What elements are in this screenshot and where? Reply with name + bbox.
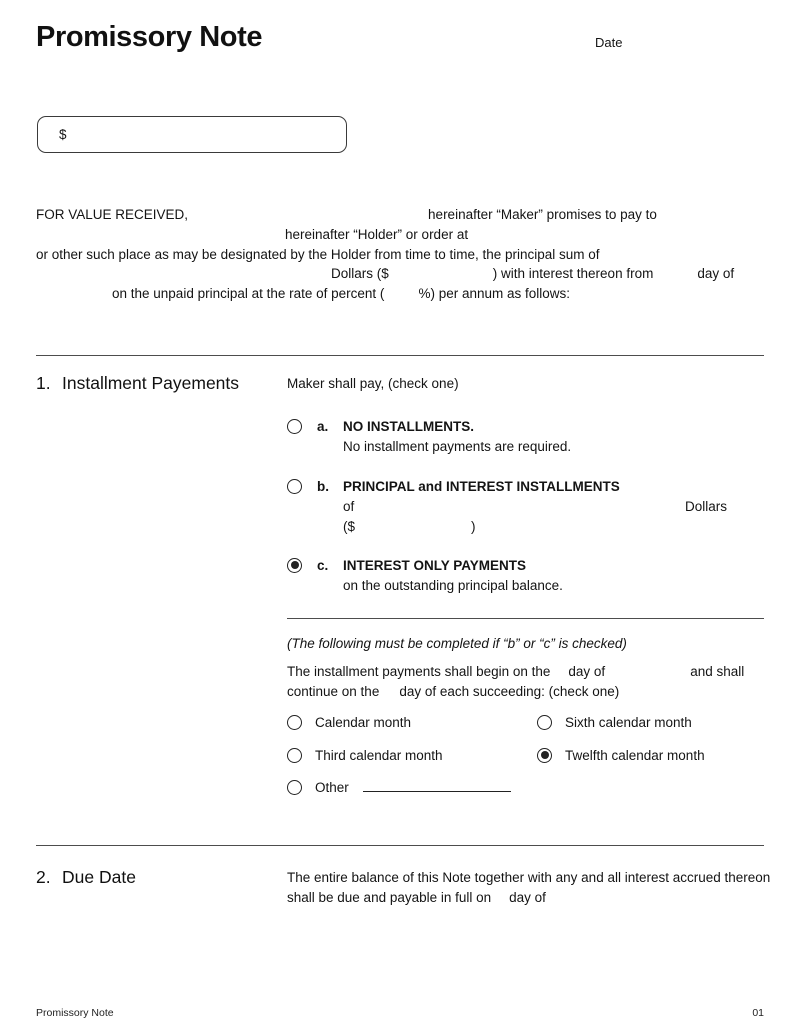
option-a-row — [287, 417, 764, 457]
option-b-letter: b. — [317, 479, 329, 495]
amount-input-box[interactable] — [37, 116, 347, 153]
option-b-of-line — [343, 497, 727, 517]
page-title: Promissory Note — [36, 21, 263, 53]
option-b-title: PRINCIPAL and INTEREST INSTALLMENTS — [343, 479, 620, 495]
blank-month-year — [36, 297, 112, 298]
intro-line-2-text: hereinafter “Holder” or order at — [285, 226, 469, 242]
freq-calendar-month — [287, 713, 537, 733]
begin-line-1 — [287, 662, 764, 682]
option-c-desc: on the outstanding principal balance. — [343, 577, 563, 593]
option-c-row — [287, 556, 764, 596]
blank-installment-amount — [355, 530, 471, 531]
blank-sum-numeric — [389, 277, 493, 278]
option-b-radio[interactable] — [287, 479, 302, 494]
intro-line-5-rate: on the unpaid principal at the rate of percent ( — [112, 286, 385, 302]
blank-day — [653, 277, 697, 278]
freq-sixth-calendar-month — [537, 713, 764, 733]
freq-sixth-calendar-month-radio[interactable] — [537, 715, 552, 730]
option-b-row — [287, 477, 764, 536]
blank-due-day — [491, 901, 509, 902]
intro-line-1 — [36, 205, 764, 225]
begin-line-2 — [287, 682, 764, 702]
begin-line-2a: continue on the — [287, 683, 380, 699]
option-b-body — [343, 477, 764, 536]
freq-third-calendar-month — [287, 746, 537, 766]
footer-document-name: Promissory Note — [36, 1007, 114, 1019]
option-a-title: NO INSTALLMENTS. — [343, 418, 474, 434]
begin-line-2b: day of each succeeding: (check one) — [399, 683, 620, 699]
section1-heading — [36, 372, 239, 394]
intro-line-3-text: or other such place as may be designated by the Holder from time to time, the principal sum of — [36, 246, 600, 262]
section2-heading — [36, 866, 136, 888]
intro-line-2 — [36, 225, 764, 245]
option-c-title: INTEREST ONLY PAYMENTS — [343, 557, 527, 573]
option-c-radio[interactable] — [287, 558, 302, 573]
begin-paragraph — [287, 662, 764, 702]
section2-title: Due Date — [62, 867, 136, 887]
intro-line-1-left: FOR VALUE RECEIVED, — [36, 207, 189, 222]
section1-inner-divider — [287, 618, 764, 619]
freq-sixth-calendar-month-label: Sixth calendar month — [565, 714, 692, 730]
freq-twelfth-calendar-month-radio[interactable] — [537, 748, 552, 763]
begin-line-1c: and shall — [690, 664, 745, 680]
intro-line-1-right: hereinafter “Maker” promises to pay to — [428, 207, 657, 222]
freq-third-calendar-month-label: Third calendar month — [315, 747, 443, 763]
intro-line-3 — [36, 245, 764, 265]
intro-line-5 — [36, 284, 764, 304]
option-a-desc: No installment payments are required. — [343, 438, 572, 454]
date-label: Date — [595, 35, 623, 50]
freq-other-write-line[interactable] — [363, 778, 511, 792]
section2-top-divider — [36, 845, 764, 846]
freq-twelfth-calendar-month — [537, 746, 764, 766]
begin-line-1a: The installment payments shall begin on the — [287, 664, 551, 680]
option-b-paren-close: ) — [471, 518, 476, 534]
section1-top-divider — [36, 355, 764, 356]
intro-line-4-dayof: day of — [697, 266, 735, 282]
option-a-radio[interactable] — [287, 419, 302, 434]
footer-page-number: 01 — [752, 1007, 764, 1019]
freq-calendar-month-label: Calendar month — [315, 714, 412, 730]
option-c-letter: c. — [317, 557, 329, 573]
intro-line-4-dollars: Dollars ($ — [331, 266, 389, 282]
option-b-dollars-label: Dollars — [684, 499, 727, 515]
freq-calendar-month-radio[interactable] — [287, 715, 302, 730]
intro-line-5-annum: %) per annum as follows: — [418, 286, 571, 302]
section1-title: Installment Payements — [62, 373, 240, 393]
section1-note: (The following must be completed if “b” or “c” is checked) — [287, 636, 627, 652]
freq-other-radio[interactable] — [287, 780, 302, 795]
blank-holder-name — [36, 238, 285, 239]
section1-instruction: Maker shall pay, (check one) — [287, 376, 459, 391]
due-date-line-2b: day of — [509, 889, 546, 905]
section1-number: 1. — [36, 373, 51, 393]
blank-begin-month — [605, 675, 690, 676]
begin-line-1b: day of — [568, 664, 606, 680]
intro-line-4-interest: ) with interest thereon from — [492, 266, 654, 282]
intro-paragraph — [36, 205, 764, 304]
blank-continue-day — [379, 695, 399, 696]
due-date-line-2a: shall be due and payable in full on — [287, 889, 492, 905]
option-c-body — [343, 556, 764, 596]
blank-sum-words — [36, 277, 331, 278]
due-date-line-1: The entire balance of this Note together with any and all interest accrued thereon — [287, 870, 771, 885]
blank-maker-name — [188, 218, 428, 219]
section1-content — [287, 374, 764, 798]
option-a-letter: a. — [317, 418, 329, 434]
blank-percent — [384, 297, 418, 298]
freq-other-label: Other — [315, 780, 349, 796]
freq-other — [287, 778, 537, 798]
option-b-paren-open: ($ — [343, 518, 356, 534]
section2-number: 2. — [36, 867, 51, 887]
dollar-sign-prefix: $ — [59, 126, 67, 142]
frequency-options — [287, 713, 764, 798]
freq-third-calendar-month-radio[interactable] — [287, 748, 302, 763]
blank-begin-day — [550, 675, 568, 676]
option-b-paren-line — [343, 517, 764, 537]
option-a-body — [343, 417, 764, 457]
freq-twelfth-calendar-month-label: Twelfth calendar month — [565, 747, 705, 763]
option-b-of-label: of — [343, 499, 355, 515]
intro-line-4 — [36, 264, 764, 284]
due-date-line-2 — [287, 888, 764, 908]
section2-content — [287, 868, 771, 908]
